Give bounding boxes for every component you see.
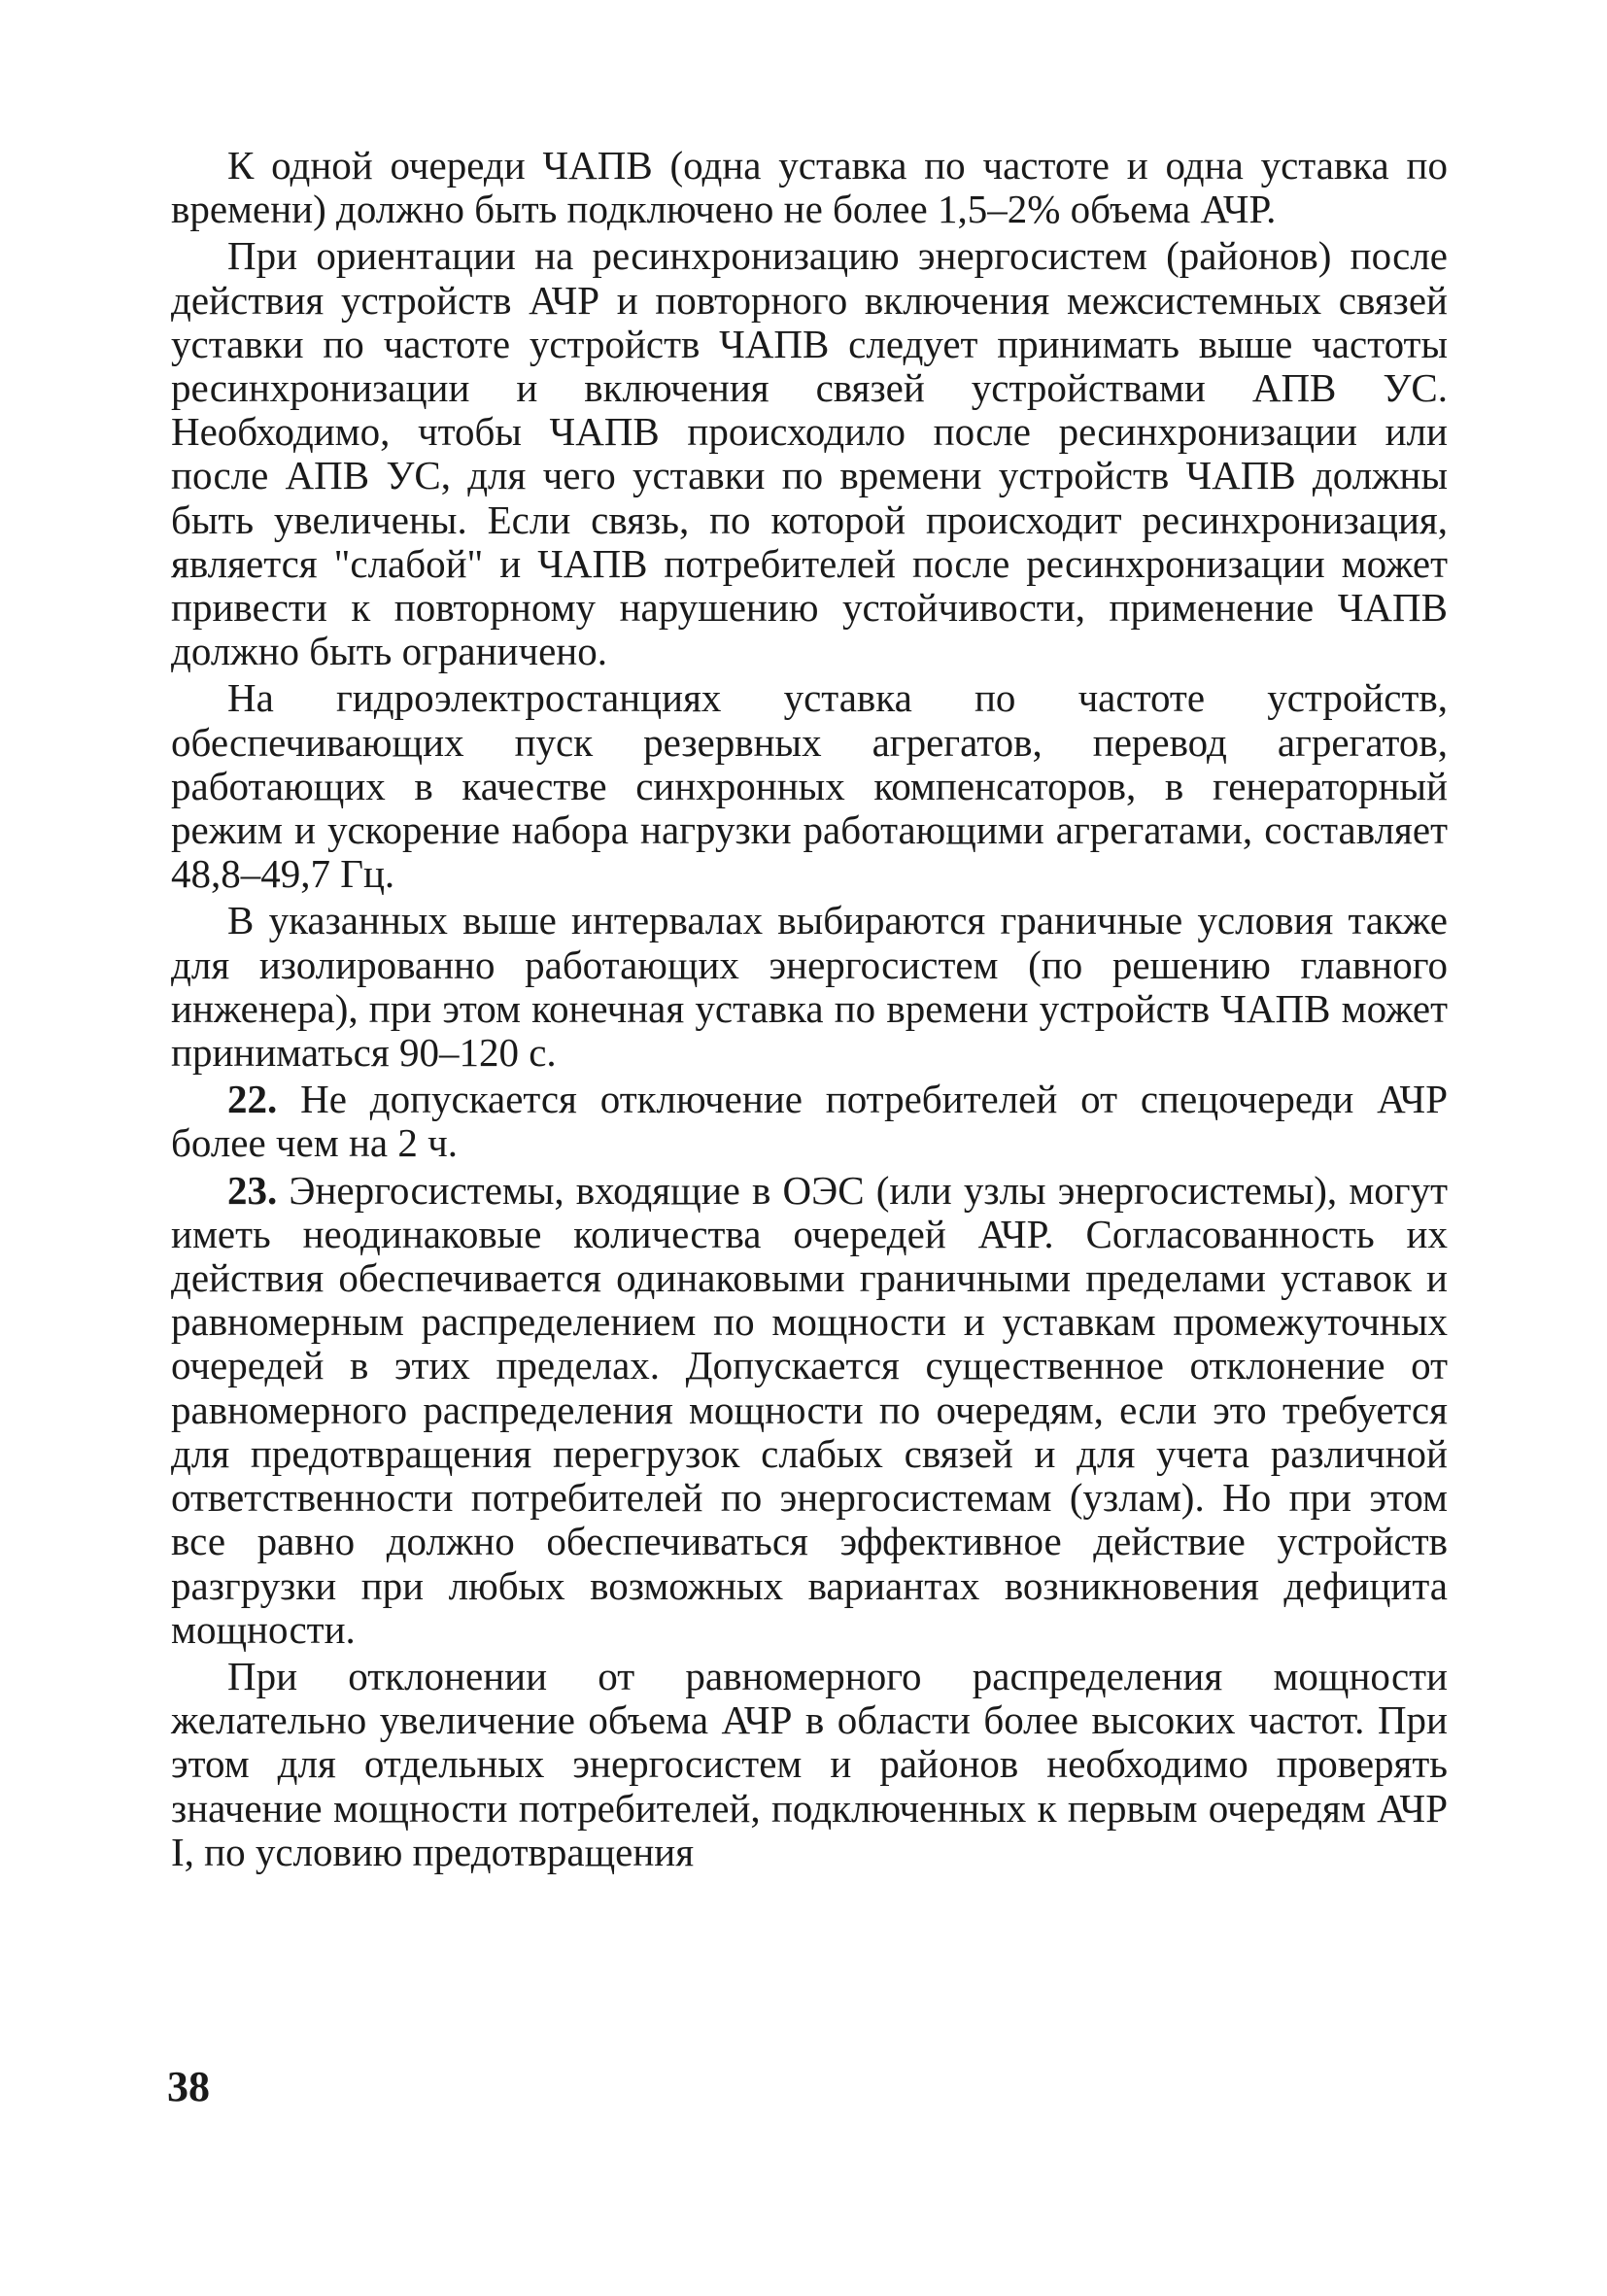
paragraph-22-text: Не допускается отключение потребителей от спецочереди АЧР более чем на 2 ч. [171,1077,1449,1166]
clause-number-22: 22. [227,1077,278,1122]
paragraph-4 [171,899,1448,1075]
page-body [171,144,1448,1874]
paragraph-23 [171,1169,1448,1652]
clause-number-23: 23. [227,1167,278,1213]
paragraph-22 [171,1078,1448,1165]
paragraph-23-text: Энергосистемы, входящие в ОЭС (или узлы энергосистемы), могут иметь неодинаковые количества очередей АЧР. Согласованность их действия обеспечивается одинаковыми граничными пределами уставок и равномерным распределением по мощности и уставкам промежуточных очередей в этих пределах. Допускается существенное отклонение от равномерного распределения мощности по очередям, если это требуется для предотвращения перегрузок слабых связей и для учета различной ответственности потребителей по энергосистемам (узлам). Но при этом все равно должно обеспечиваться эффективное действие устройств разгрузки при любых возможных вариантах возникновения дефицита мощности. [171,1167,1449,1652]
paragraph-2 [171,234,1448,673]
paragraph-2-text: При ориентации на ресинхронизацию энергосистем (районов) после действия устройств АЧР и повторного включения межсистемных связей уставки по частоте устройств ЧАПВ следует принимать выше частоты ресинхронизации и включения связей устройствами АПВ УС. Необходимо, чтобы ЧАПВ происходило после ресинхронизации или после АПВ УС, для чего уставки по времени устройств ЧАПВ должны быть увеличены. Если связь, по которой происходит ресинхронизация, является "слабой" и ЧАПВ потребителей после ресинхронизации может привести к повторному нарушению устойчивости, применение ЧАПВ должно быть ограничено. [171,233,1448,674]
paragraph-1 [171,144,1448,231]
paragraph-1-text: К одной очереди ЧАПВ (одна уставка по частоте и одна уставка по времени) должно быть подключено не более 1,5–2% объема АЧР. [171,143,1448,232]
paragraph-3-text: На гидроэлектростанциях уставка по частоте устройств, обеспечивающих пуск резервных агрегатов, перевод агрегатов, работающих в качестве синхронных компенсаторов, в генераторный режим и ускорение набора нагрузки работающими агрегатами, составляет 48,8–49,7 Гц. [171,675,1448,897]
paragraph-7 [171,1655,1448,1874]
page-number: 38 [167,2063,210,2110]
paragraph-3 [171,676,1448,896]
paragraph-4-text: В указанных выше интервалах выбираются граничные условия также для изолированно работающих энергосистем (по решению главного инженера), при этом конечная уставка по времени устройств ЧАПВ может приниматься 90–120 с. [171,898,1448,1076]
paragraph-7-text: При отклонении от равномерного распределения мощности желательно увеличение объема АЧР в области более высоких частот. При этом для отдельных энергосистем и районов необходимо проверять значение мощности потребителей, подключенных к первым очередям АЧР I, по условию предотвращения [171,1653,1448,1874]
